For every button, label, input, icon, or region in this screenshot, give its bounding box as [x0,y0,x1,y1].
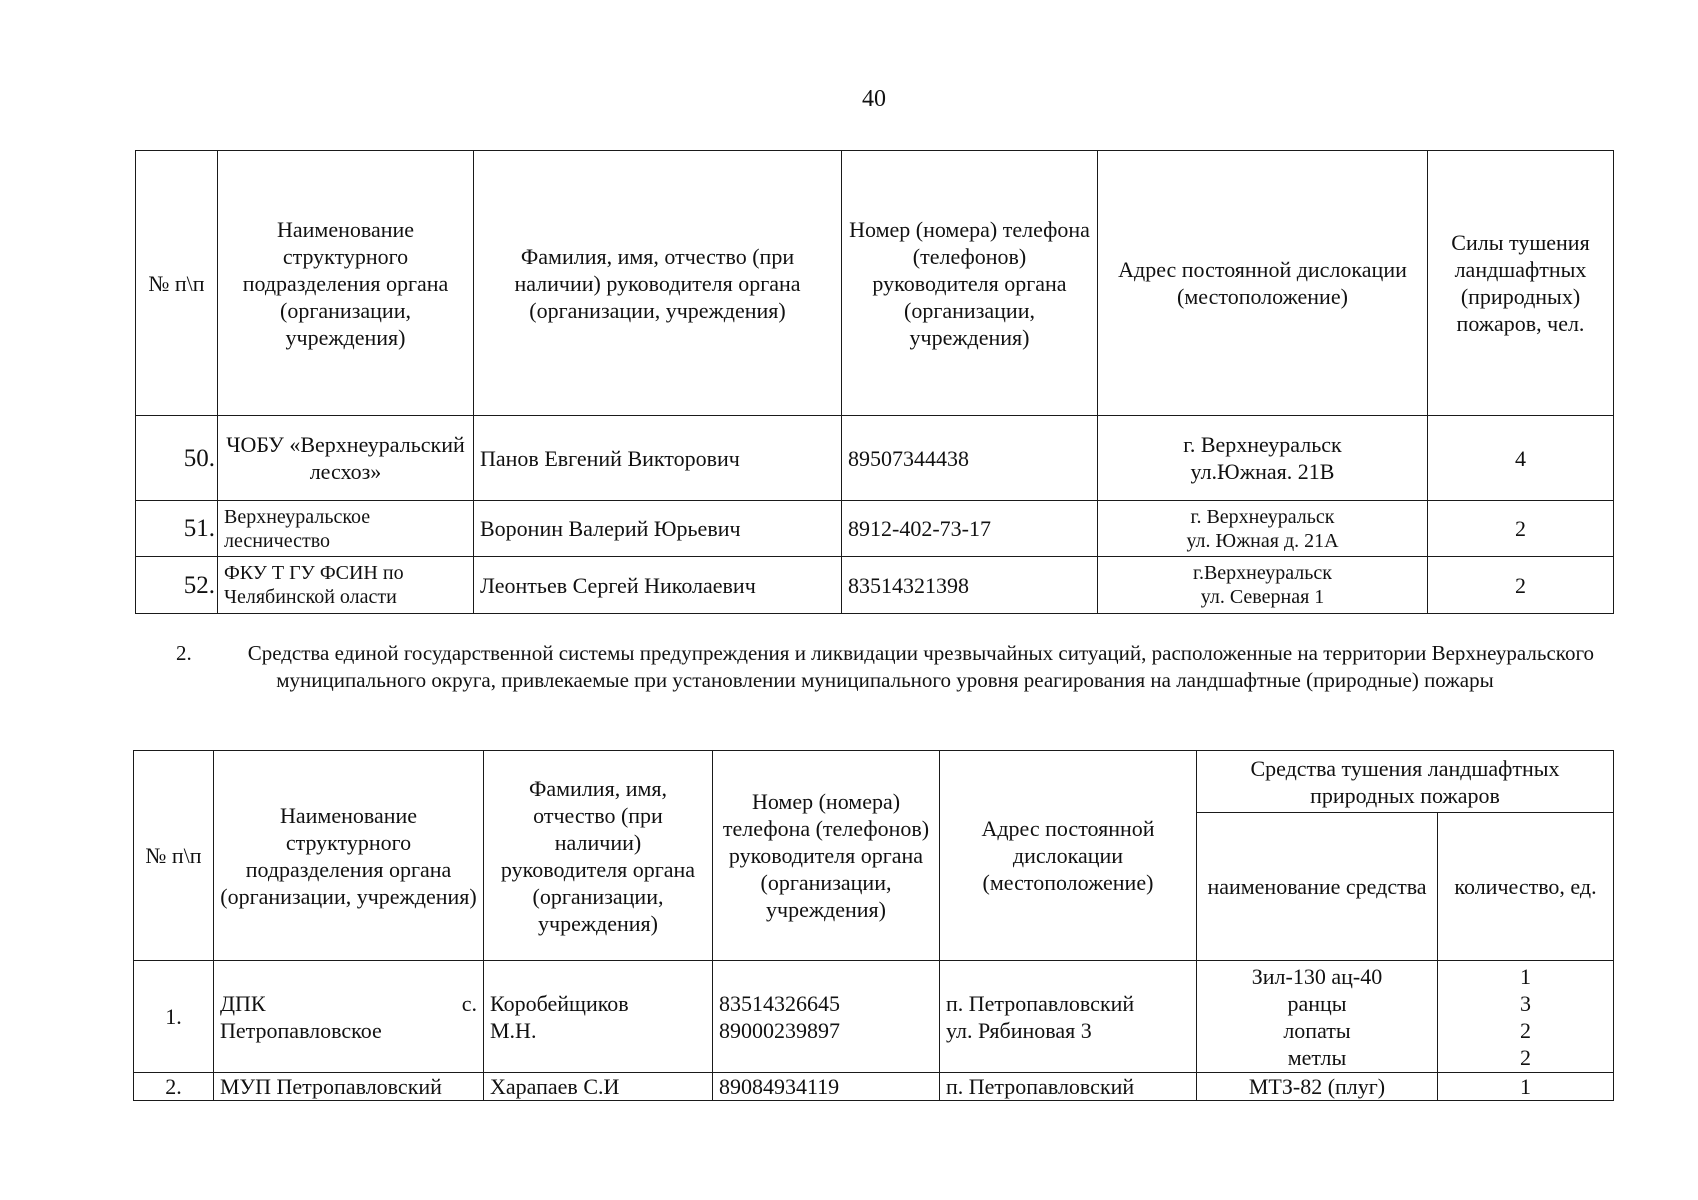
header-organization: Наименование структурного подразделения органа (организации, учреждения) [218,151,474,416]
organization-line: ДПК с. [220,990,477,1016]
address-line: г.Верхнеуральск [1193,562,1332,584]
row-address [1098,557,1428,614]
page-number: 40 [862,86,886,112]
address-line: ул. Северная 1 [1200,586,1325,608]
header-phone: Номер (номера) телефона (телефонов) руководителя органа (организации, учреждения) [842,151,1098,416]
row-head-name: Панов Евгений Викторович [474,416,842,501]
row-quantity [1438,961,1614,1073]
table-row [134,1073,1614,1101]
header-head-name: Фамилия, имя, отчество (при наличии) руководителя органа (организации, учреждения) [474,151,842,416]
row-organization: Верхнеуральское лесничество [218,501,474,557]
row-means [1197,961,1438,1073]
row-phone: 8912-402-73-17 [842,501,1098,557]
section-title-text: Средства единой государственной системы предупреждения и ликвидации чрезвычайных ситуаций, расположенные на территории Верхнеуральского муниципального округа, привлекаемые при установлении муниципального уровня реагирования на ландшафтные (природные) пожары [247,641,1595,692]
row-forces: 2 [1428,501,1614,557]
address-line: ул. Южная д. 21А [1186,529,1339,552]
header-head-name: Фамилия, имя, отчество (при наличии) руководителя органа (организации, учреждения) [484,751,713,961]
means-item: ранцы [1287,990,1347,1016]
header-address: Адрес постоянной дислокации (местоположение) [940,751,1197,961]
row-number: 50. [136,416,218,501]
means-item: метлы [1287,1044,1347,1070]
table-header-row [134,751,1614,813]
row-organization: МУП Петропавловский [214,1073,484,1101]
quantity-item: 2 [1520,1017,1531,1043]
row-phone: 83514321398 [842,557,1098,614]
quantity-item: 2 [1520,1044,1531,1070]
table-header-row [136,151,1614,416]
means-item: лопаты [1283,1017,1351,1043]
header-means-group: Средства тушения ландшафтных природных пожаров [1197,751,1614,813]
section-title [175,640,1595,694]
row-address [1098,416,1428,501]
quantity-item: 1 [1520,963,1531,989]
row-number: 1. [134,961,214,1073]
row-address: п. Петропавловский [940,1073,1197,1101]
means-item: Зил-130 ац-40 [1251,963,1383,989]
fire-forces-table [135,150,1614,614]
header-means-name: наименование средства [1197,813,1438,961]
row-number: 2. [134,1073,214,1101]
header-phone: Номер (номера) телефона (телефонов) руководителя органа (организации, учреждения) [713,751,940,961]
row-means: МТЗ-82 (плуг) [1197,1073,1438,1101]
row-number: 52. [136,557,218,614]
row-address: п. Петропавловский ул. Рябиновая 3 [940,961,1197,1073]
quantity-item: 3 [1520,990,1531,1016]
row-forces: 4 [1428,416,1614,501]
table-row [134,961,1614,1073]
row-number: 51. [136,501,218,557]
address-line: ул.Южная. 21В [1190,459,1335,484]
header-forces: Силы тушения ландшафтных (природных) пожаров, чел. [1428,151,1614,416]
header-means-quantity: количество, ед. [1438,813,1614,961]
row-head-name: Воронин Валерий Юрьевич [474,501,842,557]
row-organization: ЧОБУ «Верхнеуральский лесхоз» [218,416,474,501]
table-row [136,501,1614,557]
address-line: г. Верхнеуральск [1190,505,1335,528]
address-line: г. Верхнеуральск [1183,432,1342,457]
row-head-name: Харапаев С.И [484,1073,713,1101]
row-phone: 89084934119 [713,1073,940,1101]
row-phone: 83514326645 89000239897 [713,961,940,1073]
row-quantity: 1 [1438,1073,1614,1101]
row-head-name: Коробейщиков М.Н. [484,961,713,1073]
table-row [136,416,1614,501]
header-number: № п\п [136,151,218,416]
header-address: Адрес постоянной дислокации (местоположение) [1098,151,1428,416]
row-organization [214,961,484,1073]
row-forces: 2 [1428,557,1614,614]
row-head-name: Леонтьев Сергей Николаевич [474,557,842,614]
row-organization: ФКУ Т ГУ ФСИН по Челябинской оласти [218,557,474,614]
table-row [136,557,1614,614]
header-number: № п\п [134,751,214,961]
fire-equipment-table [133,750,1614,1101]
row-phone: 89507344438 [842,416,1098,501]
header-organization: Наименование структурного подразделения органа (организации, учреждения) [214,751,484,961]
row-address [1098,501,1428,557]
organization-line: Петропавловское [220,1017,382,1043]
section-number: 2. [175,641,192,665]
